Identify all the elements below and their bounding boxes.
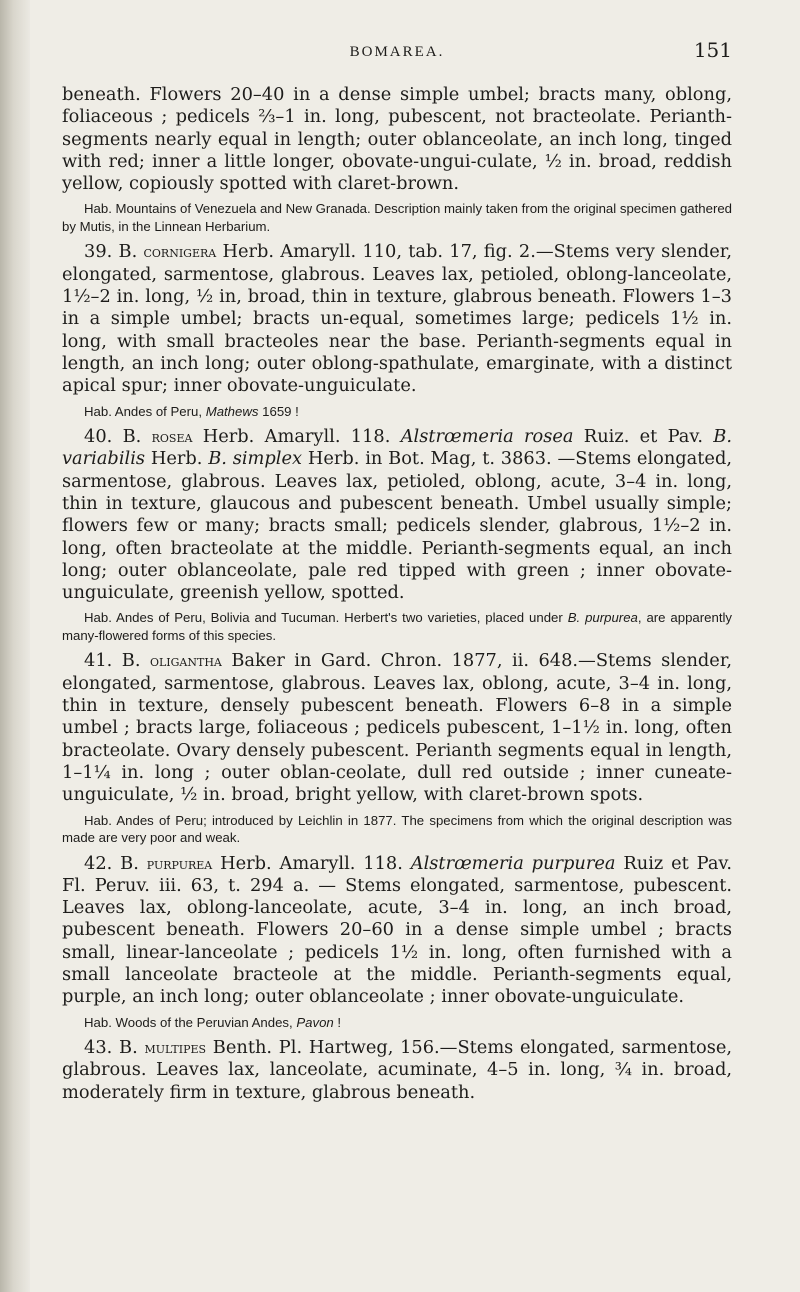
species-name: cornigera <box>143 243 217 262</box>
habitat-text-end: , are apparently many-flowered forms of this species. <box>62 610 733 643</box>
reference-text: Herb. <box>145 448 209 470</box>
synonym-name: Alstrœmeria purpurea <box>410 852 616 874</box>
book-page <box>62 38 732 1104</box>
reference-text: Ruiz. et Pav. <box>573 426 714 448</box>
habitat-text-end: ! <box>333 1014 342 1030</box>
species-entry-43 <box>62 1037 732 1104</box>
reference-text: Herb. Amaryll. 118. <box>202 426 401 448</box>
species-number: 41. B. <box>84 650 141 672</box>
page-header <box>62 38 732 68</box>
habitat-note <box>62 403 732 421</box>
species-name: rosea <box>151 428 193 447</box>
species-text: Baker in Gard. Chron. 1877, ii. 648.—Stems slender, elongated, sarmentose, glabrous. Leaves lax, oblong, acute, 3–4 in. long, thin in texture, densely pubescent beneath. Flowers 6–8 in a simple umbel ; bracts large, foliaceous ; pedicels pubescent, 1–1½ in. long, often bracteolate. Ovary densely pubescent. Perianth segments equal in length, 1–1¼ in. long ; outer oblan-ceolate, dull red outside ; inner cuneate-unguiculate, ½ in. broad, bright yellow, with claret-brown spots. <box>62 650 733 806</box>
species-name: purpurea <box>146 854 213 873</box>
species-description <box>62 426 732 604</box>
species-entry-40 <box>62 426 732 644</box>
species-text: Herb. in Bot. Mag, t. 3863. —Stems elongated, sarmentose, glabrous. Leaves lax, petioled, oblong, acute, 3–4 in. long, thin in texture, glaucous and pubescent beneath. Umbel usually simple; flowers few or many; bracts small; pedicels slender, glabrous, 1½–2 in. long, often bracteolate at the middle. Perianth-segments equal, an inch long; outer oblanceolate, pale red tipped with green ; inner obovate-unguiculate, greenish yellow, spotted. <box>62 448 732 604</box>
habitat-note <box>62 1014 732 1032</box>
collector-name: Pavon <box>296 1014 334 1030</box>
page-number: 151 <box>693 38 732 62</box>
species-number: 42. B. <box>84 852 139 874</box>
species-name: oligantha <box>149 652 222 671</box>
habitat-text-end: 1659 ! <box>258 403 299 419</box>
synonym-name: B. purpurea <box>567 610 638 626</box>
species-entry-39 <box>62 241 732 420</box>
reference-text: Herb. Amaryll. 118. <box>220 852 411 874</box>
species-entry-42 <box>62 853 732 1032</box>
species-number: 40. B. <box>84 426 142 448</box>
running-title: BOMAREA. <box>349 44 445 60</box>
synonym-name: B. simplex <box>208 448 303 470</box>
species-text: Herb. Amaryll. 110, tab. 17, fig. 2.—Stems very slender, elongated, sarmentose, glabrous. Leaves lax, petioled, oblong-lanceolate, 1½–2 in. long, ½ in, broad, thin in texture, glabrous beneath. Flowers 1–3 in a simple umbel; bracts un-equal, sometimes large; pedicels 1½ in. long, with small bracteoles near the base. Perianth-segments equal in length, an inch long; outer oblong-spathulate, emarginate, with a distinct apical spur; inner obovate-unguiculate. <box>62 241 732 397</box>
habitat-note: Hab. Andes of Peru; introduced by Leichlin in 1877. The specimens from which the original description was made are very poor and weak. <box>62 812 732 846</box>
species-description <box>62 650 732 806</box>
species-number: 39. B. <box>84 241 138 263</box>
habitat-note: Hab. Mountains of Venezuela and New Granada. Description mainly taken from the original specimen gathered by Mutis, in the Linnean Herbarium. <box>62 201 733 234</box>
page-gutter <box>0 0 30 1292</box>
species-number: 43. B. <box>84 1037 138 1059</box>
collector-name: Mathews <box>205 403 259 419</box>
habitat-text: Hab. Woods of the Peruvian Andes, <box>84 1014 297 1030</box>
species-text: Benth. Pl. Hartweg, 156.—Stems elongated, sarmentose, glabrous. Leaves lax, lanceolate, acuminate, 4–5 in. long, ¾ in. broad, moderately firm in texture, glabrous beneath. <box>62 1037 733 1103</box>
habitat-text: Hab. Andes of Peru, Bolivia and Tucuman. Herbert's two varieties, placed under <box>84 610 568 626</box>
synonym-name: B. variabilis <box>62 426 733 470</box>
species-entry-41 <box>62 650 732 846</box>
habitat-note <box>62 609 732 644</box>
species-text: Ruiz et Pav. Fl. Peruv. iii. 63, t. 294 a. — Stems elongated, sarmentose, pubescent. Leaves lax, oblong-lanceolate, acute, 3–4 in. long, an inch broad, pubescent beneath. Flowers 20–60 in a dense simple umbel ; bracts small, linear-lanceolate ; pedicels 1½ in. long, often furnished with a small lanceolate bracteole at the middle. Perianth-segments equal, purple, an inch long; outer oblanceolate ; inner obovate-unguiculate. <box>62 852 733 1008</box>
species-description <box>62 241 732 397</box>
species-description <box>62 853 732 1009</box>
habitat-text: Hab. Andes of Peru, <box>84 403 206 419</box>
page-body <box>62 84 732 1104</box>
synonym-name: Alstrœmeria rosea <box>400 426 574 448</box>
intro-paragraph: beneath. Flowers 20–40 in a dense simple umbel; bracts many, oblong, foliaceous ; pedicels ⅔–1 in. long, pubescent, not bracteolate. Perianth-segments nearly equal in length; outer oblanceolate, an inch long, tinged with red; inner a little longer, obovate-ungui-culate, ½ in. broad, reddish yellow, copiously spotted with claret-brown. <box>62 84 732 195</box>
species-name: multipes <box>144 1039 207 1058</box>
species-description <box>62 1037 732 1104</box>
